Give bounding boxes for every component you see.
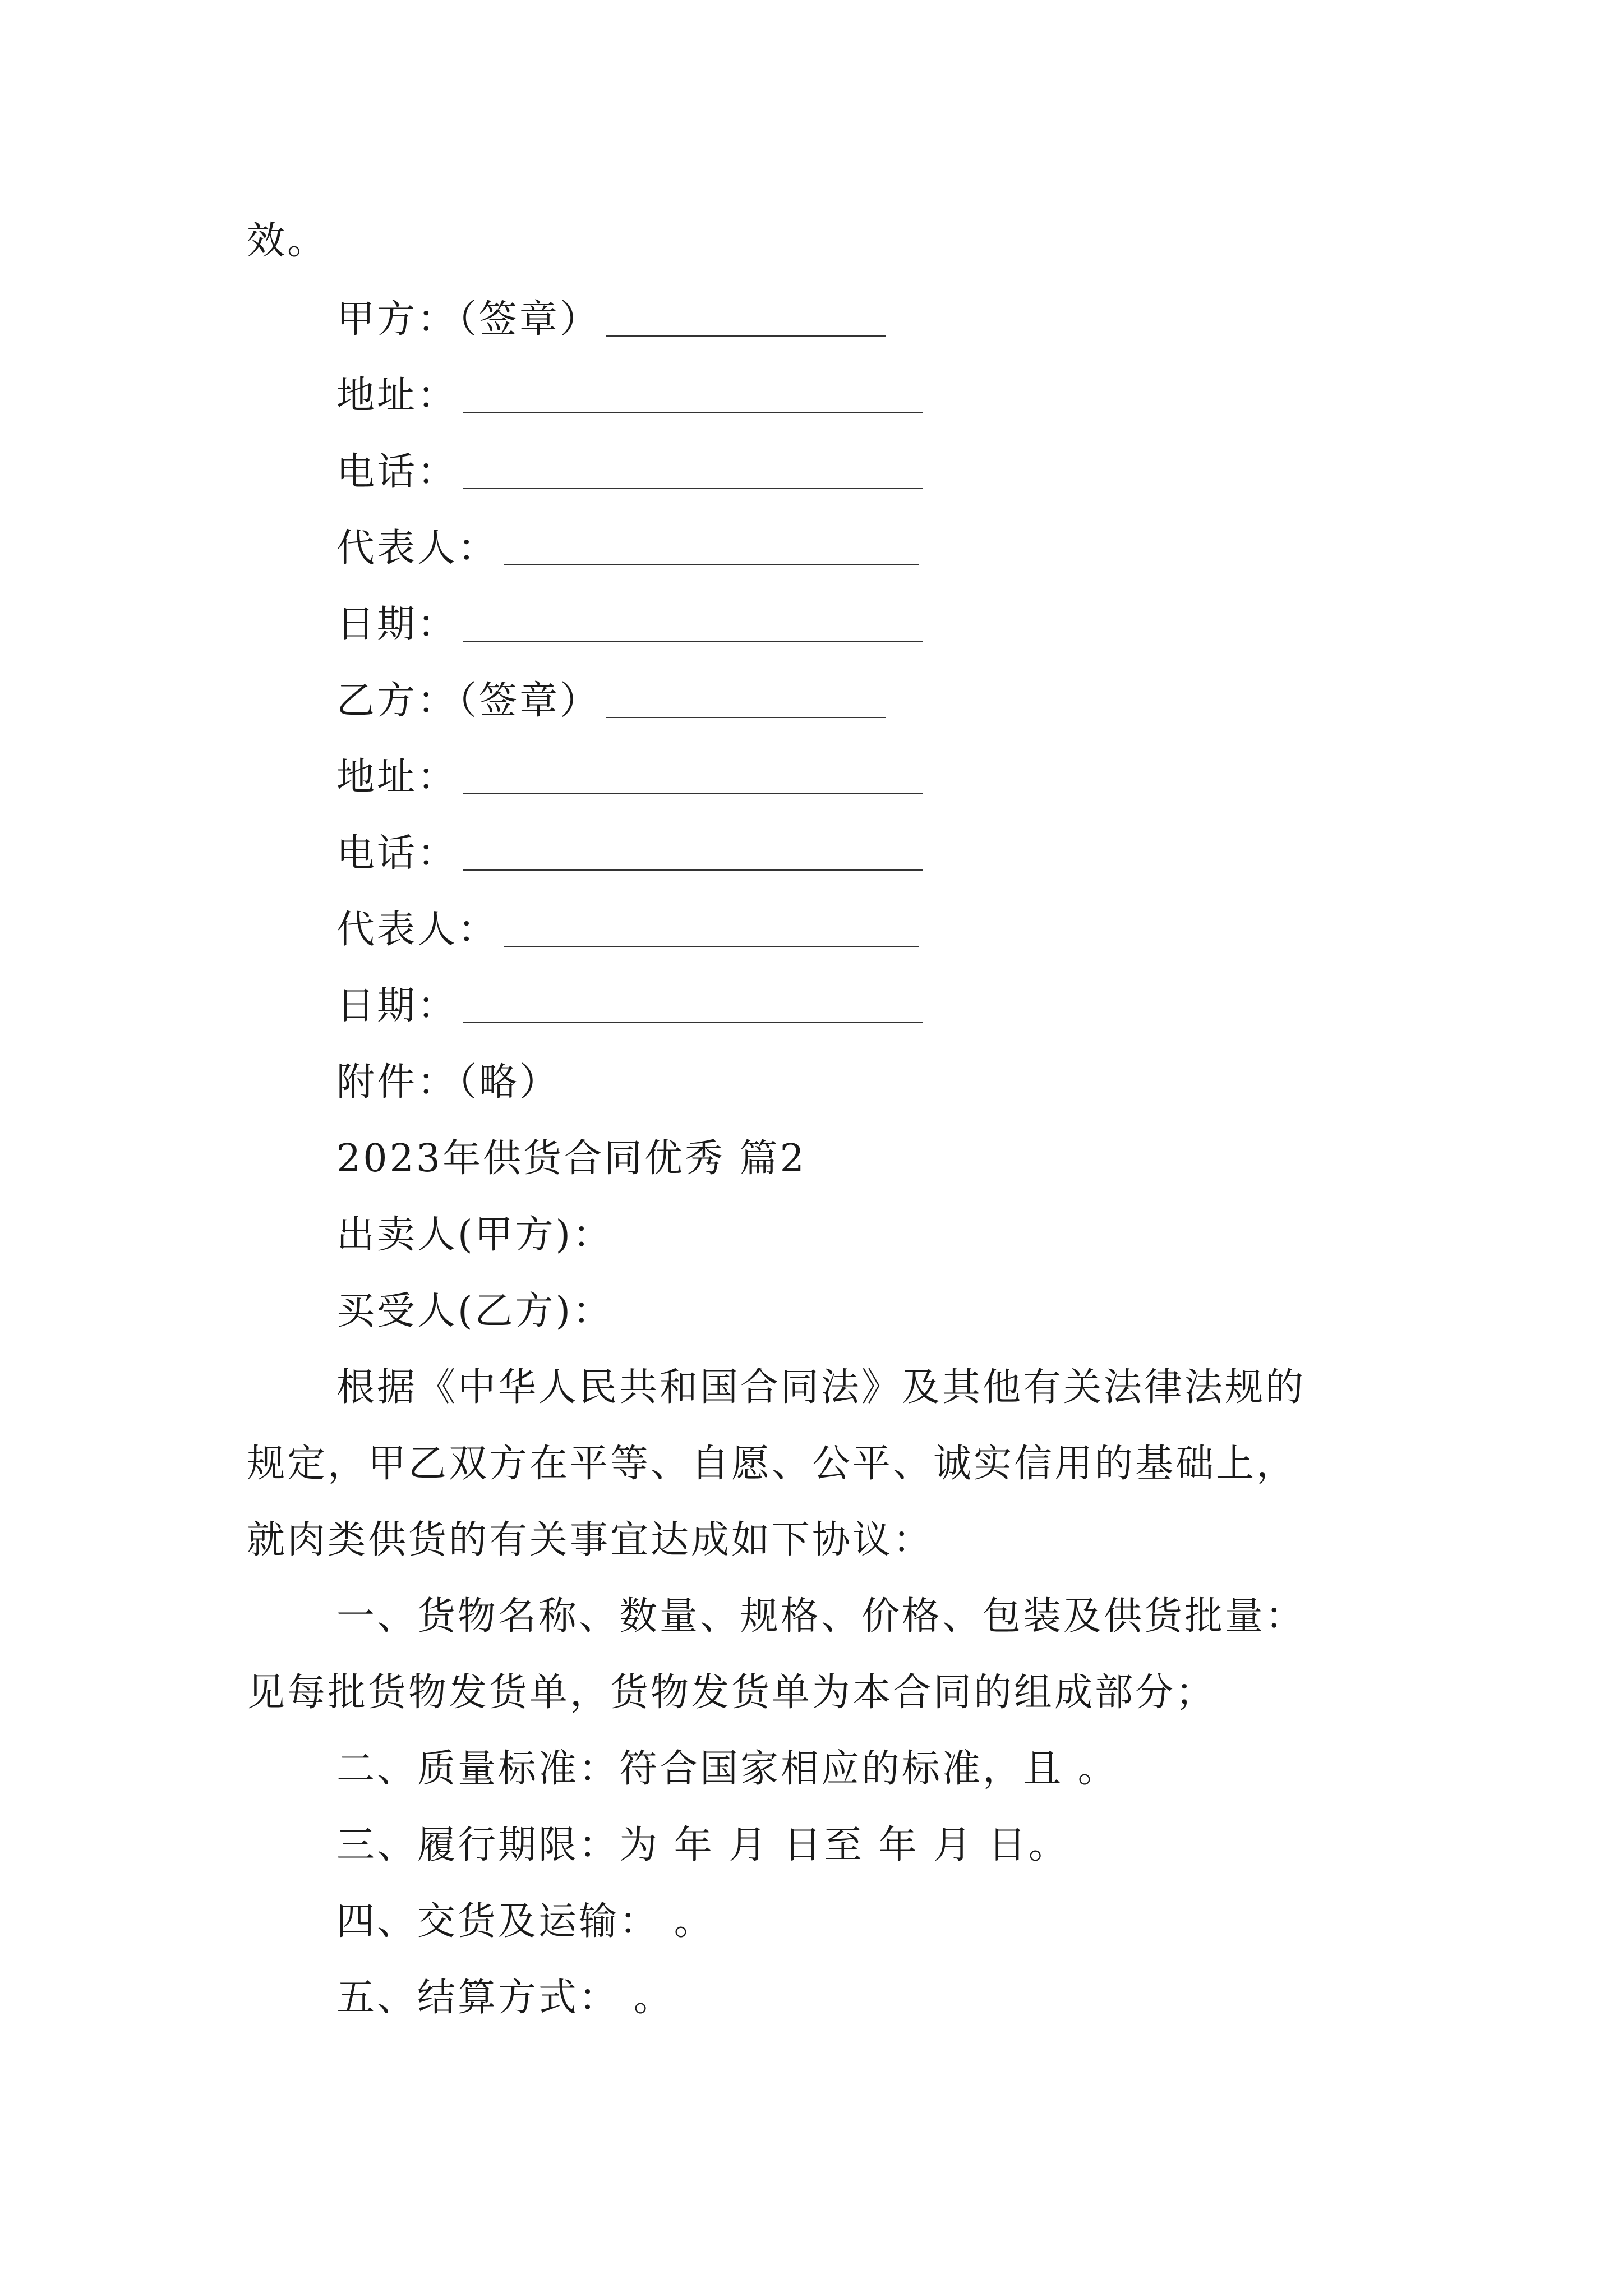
intro-line-3: 就肉类供货的有关事宜达成如下协议： — [247, 1518, 934, 1562]
attachment-line: 附件：（略） — [336, 1060, 560, 1105]
party-b-address-label: 地址： — [336, 755, 458, 799]
party-a-address-field — [336, 374, 923, 418]
opening-fragment: 效。 — [247, 219, 328, 263]
clause-5: 五、结算方式： 。 — [336, 1976, 674, 2020]
party-b-date-field — [336, 984, 923, 1028]
buyer-line: 买受人(乙方)： — [336, 1289, 614, 1333]
section-title: 2023年供货合同优秀 篇2 — [336, 1137, 806, 1181]
party-a-date-field — [336, 602, 923, 647]
party-b-address-field — [336, 755, 923, 799]
clause-1-line-2: 见每批货物发货单，货物发货单为本合同的组成部分； — [247, 1671, 1216, 1715]
party-b-phone-label: 电话： — [336, 831, 458, 876]
party-a-address-blank[interactable] — [463, 412, 923, 413]
party-b-rep-blank[interactable] — [504, 946, 919, 947]
party-a-date-blank[interactable] — [463, 641, 923, 642]
seller-line: 出卖人(甲方)： — [336, 1213, 614, 1257]
party-b-phone-field — [336, 831, 923, 876]
party-b-date-label: 日期： — [336, 984, 458, 1028]
party-a-phone-field — [336, 450, 923, 494]
intro-line-1: 根据《中华人民共和国合同法》及其他有关法律法规的 — [336, 1365, 1306, 1410]
intro-line-2: 规定，甲乙双方在平等、自愿、公平、诚实信用的基础上， — [247, 1442, 1297, 1486]
party-b-sign-blank[interactable] — [606, 717, 886, 718]
clause-3: 三、履行期限：为 年 月 日至 年 月 日。 — [336, 1823, 1069, 1867]
clause-4: 四、交货及运输： 。 — [336, 1899, 714, 1944]
party-a-rep-label: 代表人： — [336, 526, 499, 570]
party-b-phone-blank[interactable] — [463, 869, 923, 871]
clause-2: 二、质量标准：符合国家相应的标准，且 。 — [336, 1747, 1118, 1791]
party-b-sign-field — [336, 679, 886, 723]
party-a-phone-label: 电话： — [336, 450, 458, 494]
party-b-rep-label: 代表人： — [336, 908, 499, 952]
party-a-sign-field — [336, 297, 886, 342]
party-a-sign-blank[interactable] — [606, 335, 886, 337]
party-a-address-label: 地址： — [336, 374, 458, 418]
party-a-date-label: 日期： — [336, 602, 458, 647]
party-a-sign-label: 甲方：（签章） — [336, 297, 601, 342]
party-b-sign-label: 乙方：（签章） — [336, 679, 601, 723]
clause-1-line-1: 一、货物名称、数量、规格、价格、包装及供货批量： — [336, 1594, 1306, 1639]
party-b-date-blank[interactable] — [463, 1022, 923, 1023]
party-b-rep-field — [336, 908, 919, 952]
party-a-phone-blank[interactable] — [463, 488, 923, 489]
party-a-rep-field — [336, 526, 919, 570]
party-b-address-blank[interactable] — [463, 793, 923, 794]
party-a-rep-blank[interactable] — [504, 564, 919, 565]
